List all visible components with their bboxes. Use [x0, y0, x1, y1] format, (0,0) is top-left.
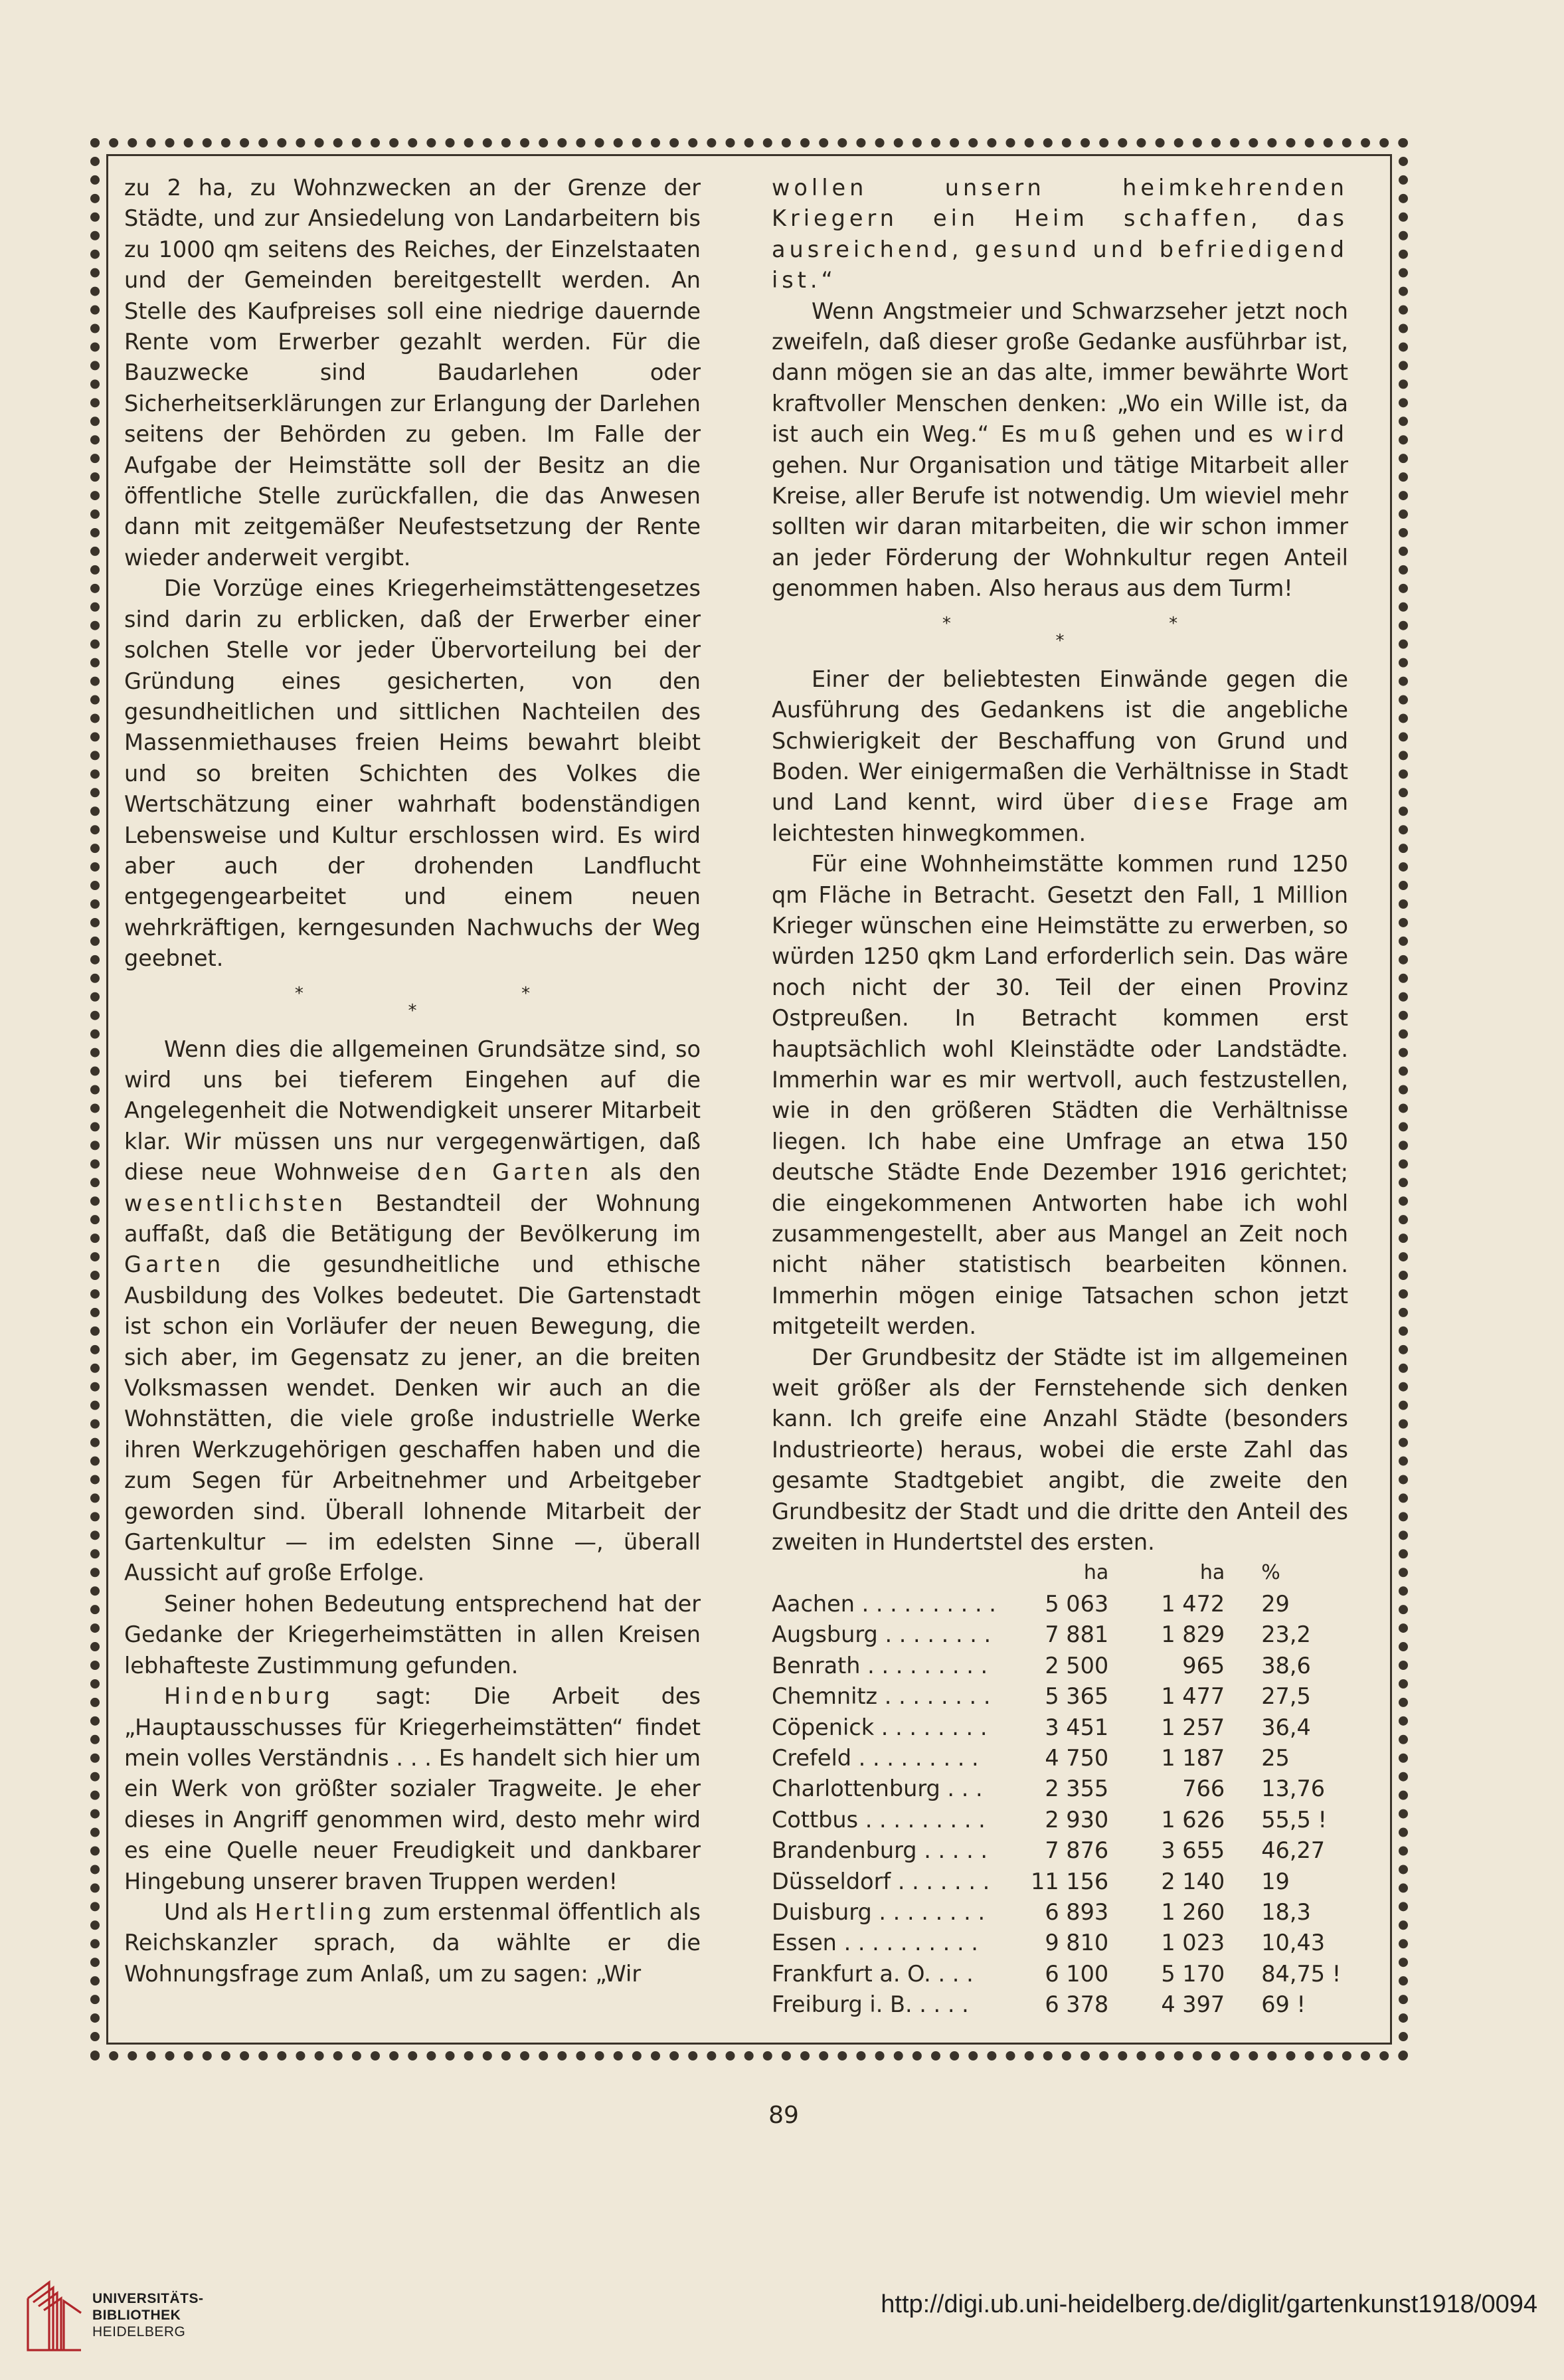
city-owned-area: 1 472 [1161, 1590, 1225, 1617]
city-name: Chemnitz . . . . . . . . [772, 1683, 991, 1710]
share-percent: 55,5 ! [1261, 1806, 1327, 1833]
share-percent: 36,4 [1261, 1714, 1311, 1740]
library-logo [23, 2278, 235, 2358]
city-owned-area: 1 260 [1161, 1898, 1225, 1925]
share-percent: 38,6 [1261, 1652, 1311, 1679]
city-owned-area: 1 187 [1161, 1744, 1225, 1771]
share-percent: 18,3 [1261, 1898, 1311, 1925]
paragraph: Die Vorzüge eines Kriegerheimstättengesetzes sind darin zu erblicken, daß der Erwerber einer solchen Stelle vor jeder Übervorteilung bei der Gründung eines gesicherten, von den gesundheitlichen und sittlichen Nachteilen des Massenmiethauses freien Heims bewahrt bleibt und so breiten Schichten des Volkes die Wertschätzung einer wahrhaft bodenständigen Lebensweise und Kultur erschlossen wird. Es wird aber auch der drohenden Landflucht entgegengearbeitet und einem neuen wehrkräftigen, kerngesunden Nachwuchs der Weg geebnet. [124, 575, 701, 972]
city-name: Crefeld . . . . . . . . . [772, 1744, 979, 1771]
city-name: Duisburg . . . . . . . . [772, 1898, 986, 1925]
city-owned-area: 2 140 [1161, 1868, 1225, 1894]
table-row [772, 1897, 1348, 1928]
section-separator: * * * [942, 613, 1284, 651]
table-row [772, 1681, 1348, 1712]
table-row [772, 1619, 1348, 1650]
table-row [772, 1743, 1348, 1774]
share-percent: 84,75 ! [1261, 1960, 1342, 1987]
city-owned-area: 1 023 [1161, 1930, 1225, 1956]
table-row [772, 1805, 1348, 1835]
right-column [772, 173, 1348, 2021]
paragraph: Seiner hohen Bedeutung entsprechend hat der Gedanke der Kriegerheimstätten in allen Kreisen lebhafteste Zustimmung gefunden. [124, 1590, 701, 1679]
total-area: 6 100 [1045, 1960, 1109, 1987]
total-area: 2 355 [1045, 1776, 1109, 1802]
city-name: Essen . . . . . . . . . . [772, 1930, 978, 1956]
total-area: 2 500 [1045, 1652, 1109, 1679]
total-area: 3 451 [1045, 1714, 1109, 1740]
spaced-emphasis: muß [1038, 421, 1100, 448]
city-owned-area: 766 [1182, 1776, 1225, 1802]
city-owned-area: 1 829 [1161, 1621, 1225, 1648]
paragraph: Wenn Angstmeier und Schwarzseher jetzt noch zweifeln, daß dieser große Gedanke ausführbar ist, dann mögen sie an das alte, immer bewährte Wort kraftvoller Menschen denken: „Wo ein Wille ist, da ist auch ein Weg.“ Es muß gehen und es wird gehen. Nur Organisation und tätige Mitarbeit aller Kreise, aller Berufe ist notwendig. Um wieviel mehr sollten wir daran mitarbeiten, die wir schon immer an jeder Förderung der Wohnkultur regen Anteil genommen haben. Also heraus aus dem Turm! [772, 298, 1348, 602]
library-emblem-icon [23, 2278, 86, 2355]
total-area: 7 881 [1045, 1621, 1109, 1648]
city-owned-area: 3 655 [1161, 1837, 1225, 1864]
total-area: 6 893 [1045, 1898, 1109, 1925]
spaced-emphasis: den Garten [416, 1159, 593, 1186]
city-owned-area: 1 257 [1161, 1714, 1225, 1740]
city-land-table [772, 1558, 1348, 2020]
library-name: UNIVERSITÄTS- BIBLIOTHEK HEIDELBERG [92, 2291, 204, 2339]
city-owned-area: 5 170 [1161, 1960, 1225, 1987]
share-percent: 29 [1261, 1590, 1290, 1617]
share-percent: 19 [1261, 1868, 1290, 1894]
source-url[interactable]: http://digi.ub.uni-heidelberg.de/diglit/gartenkunst1918/0094 [881, 2290, 1537, 2318]
city-owned-area: 1 477 [1161, 1683, 1225, 1710]
share-percent: 46,27 [1261, 1837, 1326, 1864]
city-name: Cottbus . . . . . . . . . [772, 1806, 986, 1833]
spaced-emphasis: Hertling [254, 1898, 376, 1925]
table-row [772, 1651, 1348, 1681]
share-percent: 25 [1261, 1744, 1290, 1771]
table-row [772, 1928, 1348, 1958]
total-area: 5 063 [1045, 1590, 1109, 1617]
total-area: 7 876 [1045, 1837, 1109, 1864]
paragraph: Wenn dies die allgemeinen Grundsätze sind, so wird uns bei tieferem Eingehen auf die Angelegenheit die Notwendigkeit unserer Mitarbeit klar. Wir müssen uns nur vergegenwärtigen, daß diese neue Wohnweise den Garten als den wesentlichsten Bestandteil der Wohnung auffaßt, daß die Betätigung der Bevölkerung im Garten die gesundheitliche und ethische Ausbildung des Volkes bedeutet. Die Gartenstadt ist schon ein Vorläufer der neuen Bewegung, die sich aber, im Gegensatz zu jener, an die breiten Volksmassen wendet. Denken wir auch an die Wohnstätten, die viele große industrielle Werke ihren Werkzugehörigen geschaffen haben und die zum Segen für Arbeitnehmer und Arbeitgeber geworden sind. Überall lohnende Mitarbeit der Gartenkultur — im edelsten Sinne —, überall Aussicht auf große Erfolge. [124, 1036, 701, 1586]
city-name: Charlottenburg . . . [772, 1776, 983, 1802]
left-column [124, 173, 701, 1989]
city-name: Frankfurt a. O. . . . [772, 1960, 974, 1987]
table-row [772, 1989, 1348, 2020]
total-area: 11 156 [1031, 1868, 1109, 1894]
share-percent: 23,2 [1261, 1621, 1311, 1648]
share-percent: 10,43 [1261, 1930, 1326, 1956]
page-number: 89 [768, 2102, 799, 2129]
share-percent: 13,76 [1261, 1776, 1326, 1802]
paragraph: Einer der beliebtesten Einwände gegen die Ausführung des Gedankens ist die angebliche Schwierigkeit der Beschaffung von Grund und Boden. Wer einigermaßen die Verhältnisse in Stadt und Land kennt, wird über diese Frage am leichtesten hinwegkommen. [772, 666, 1348, 846]
city-name: Augsburg . . . . . . . . [772, 1621, 992, 1648]
section-separator: * * * [294, 983, 637, 1021]
city-owned-area: 965 [1182, 1652, 1225, 1679]
table-row [772, 1959, 1348, 1989]
paragraph: zu 2 ha, zu Wohnzwecken an der Grenze der Städte, und zur Ansiedelung von Landarbeitern bis zu 1000 qm seitens des Reiches, der Einzelstaaten und der Gemeinden bereitgestellt werden. An Stelle des Kaufpreises soll eine niedrige dauernde Rente vom Erwerber gezahlt werden. Für die Bauzwecke sind Baudarlehen oder Sicherheitserklärungen zur Erlangung der Darlehen seitens der Behörden zu geben. Im Falle der Aufgabe der Heimstätte soll der Besitz an die öffentliche Stelle zurückfallen, die das Anwesen dann mit zeitgemäßer Neufestsetzung der Rente wieder anderweit vergibt. [124, 175, 701, 571]
city-name: Brandenburg . . . . . [772, 1837, 988, 1864]
spaced-emphasis: wird [1284, 421, 1348, 448]
share-percent: 27,5 [1261, 1683, 1311, 1710]
city-name: Benrath . . . . . . . . . [772, 1652, 988, 1679]
column-header: % [1261, 1561, 1280, 1585]
paragraph: wollen unsern heimkehrenden Kriegern ein Heim schaffen, das ausreichend, gesund und befriedigend ist.“ [772, 175, 1348, 294]
share-percent: 69 ! [1261, 1991, 1306, 2018]
total-area: 4 750 [1045, 1744, 1109, 1771]
spaced-emphasis: Garten [124, 1251, 225, 1278]
city-name: Freiburg i. B. . . . . [772, 1991, 969, 2018]
total-area: 9 810 [1045, 1930, 1109, 1956]
total-area: 5 365 [1045, 1683, 1109, 1710]
paragraph: Und als Hertling zum erstenmal öffentlich als Reichskanzler sprach, da wählte er die Wohnungsfrage zum Anlaß, um zu sagen: „Wir [124, 1898, 701, 1987]
column-header: ha [1199, 1561, 1225, 1585]
city-owned-area: 4 397 [1161, 1991, 1225, 2018]
paragraph: Hindenburg sagt: Die Arbeit des „Hauptausschusses für Kriegerheimstätten“ findet mein volles Verständnis . . . Es handelt sich hier um ein Werk von größter sozialer Tragweite. Je eher dieses in Angriff genommen wird, desto mehr wird es eine Quelle neuer Freudigkeit und dankbarer Hingebung unserer braven Truppen werden! [124, 1683, 701, 1894]
spaced-emphasis: wesentlichsten [124, 1190, 347, 1216]
city-name: Cöpenick . . . . . . . . [772, 1714, 988, 1740]
table-header [772, 1558, 1348, 1588]
total-area: 2 930 [1045, 1806, 1109, 1833]
table-row [772, 1867, 1348, 1897]
city-name: Düsseldorf . . . . . . . [772, 1868, 990, 1894]
paragraph: Der Grundbesitz der Städte ist im allgemeinen weit größer als der Fernstehende sich denken kann. Ich greife eine Anzahl Städte (besonders Industrieorte) heraus, wobei die erste Zahl das gesamte Stadtgebiet angibt, die zweite den Grundbesitz der Stadt und die dritte den Anteil des zweiten in Hundertstel des ersten. [772, 1344, 1348, 1556]
table-row [772, 1589, 1348, 1619]
city-owned-area: 1 626 [1161, 1806, 1225, 1833]
spaced-emphasis: Hindenburg [164, 1683, 334, 1710]
paragraph: Für eine Wohnheimstätte kommen rund 1250 qm Fläche in Betracht. Gesetzt den Fall, 1 Million Krieger wünschen eine Heimstätte zu erwerben, so würden 1250 qkm Land erforderlich sein. Das wäre noch nicht der 30. Teil der einen Provinz Ostpreußen. In Betracht kommen erst hauptsächlich wohl Kleinstädte oder Landstädte. Immerhin war es mir wertvoll, auch festzustellen, wie in den größeren Städten die Verhältnisse liegen. Ich habe eine Umfrage an etwa 150 deutsche Städte Ende Dezember 1916 gerichtet; die eingekommenen Antworten habe ich wohl zusammengestellt, aber aus Mangel an Zeit noch nicht näher statistisch bearbeiten können. Immerhin mögen einige Tatsachen schon jetzt mitgeteilt werden. [772, 851, 1348, 1340]
table-row [772, 1774, 1348, 1804]
table-row [772, 1835, 1348, 1866]
column-header: ha [1083, 1561, 1109, 1585]
total-area: 6 378 [1045, 1991, 1109, 2018]
city-name: Aachen . . . . . . . . . . [772, 1590, 996, 1617]
table-row [772, 1712, 1348, 1743]
spaced-emphasis: diese [1133, 789, 1213, 816]
